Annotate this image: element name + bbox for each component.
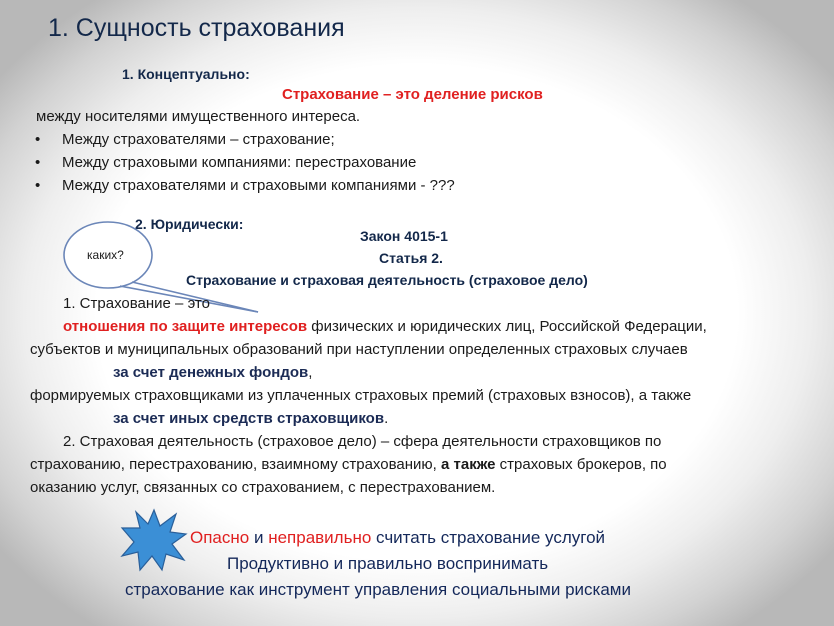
para2-line3: оказанию услуг, связанных со страхованием, с перестрахованием. [30,479,496,496]
conclusion-line2: страхование как инструмент управления социальными рисками [125,580,631,599]
bullet-icon: • [35,131,41,148]
page-title: 1. Сущность страхования [48,14,345,42]
conclusion-line1: Продуктивно и правильно воспринимать [227,554,549,573]
para1-line3: за счет денежных фондов, [113,364,313,381]
section1-heading: 1. Концептуально: [122,66,250,82]
list-item: • Между страхователями и страховыми компаниями - ??? [35,177,455,194]
starburst-icon [120,508,188,572]
list-item: • Между страховыми компаниями: перестрахование [35,154,417,171]
definition-continuation: между носителями имущественного интереса. [36,108,361,125]
para1-start: 1. Страхование – это [63,295,210,312]
bullet-icon: • [35,154,41,171]
law-number: Закон 4015-1 [360,228,448,244]
article-title: Страхование и страховая деятельность (страховое дело) [186,272,588,288]
definition: Страхование – это деление рисков [282,86,543,103]
para1-line5: за счет иных средств страховщиков. [113,410,389,427]
para1-line4: формируемых страховщиками из уплаченных страховых премий (страховых взносов), а также [30,387,692,404]
para2-line2: страхованию, перестрахованию, взаимному страхованию, а также страховых брокеров, по [30,456,667,473]
para1-line2: субъектов и муниципальных образований при наступлении определенных страховых случаев [30,341,688,358]
warning-line: Опасно и неправильно считать страхование услугой [190,528,606,547]
section2-heading: 2. Юридически: [135,216,244,232]
bullet-icon: • [35,177,41,194]
para2-line1: 2. Страховая деятельность (страховое дело) – сфера деятельности страховщиков по [63,433,662,450]
para1-line1: отношения по защите интересов физических и юридических лиц, Российской Федерации, [63,318,707,335]
article-number: Статья 2. [379,250,443,266]
list-item: • Между страхователями – страхование; [35,131,335,148]
callout-text: каких? [87,248,124,262]
